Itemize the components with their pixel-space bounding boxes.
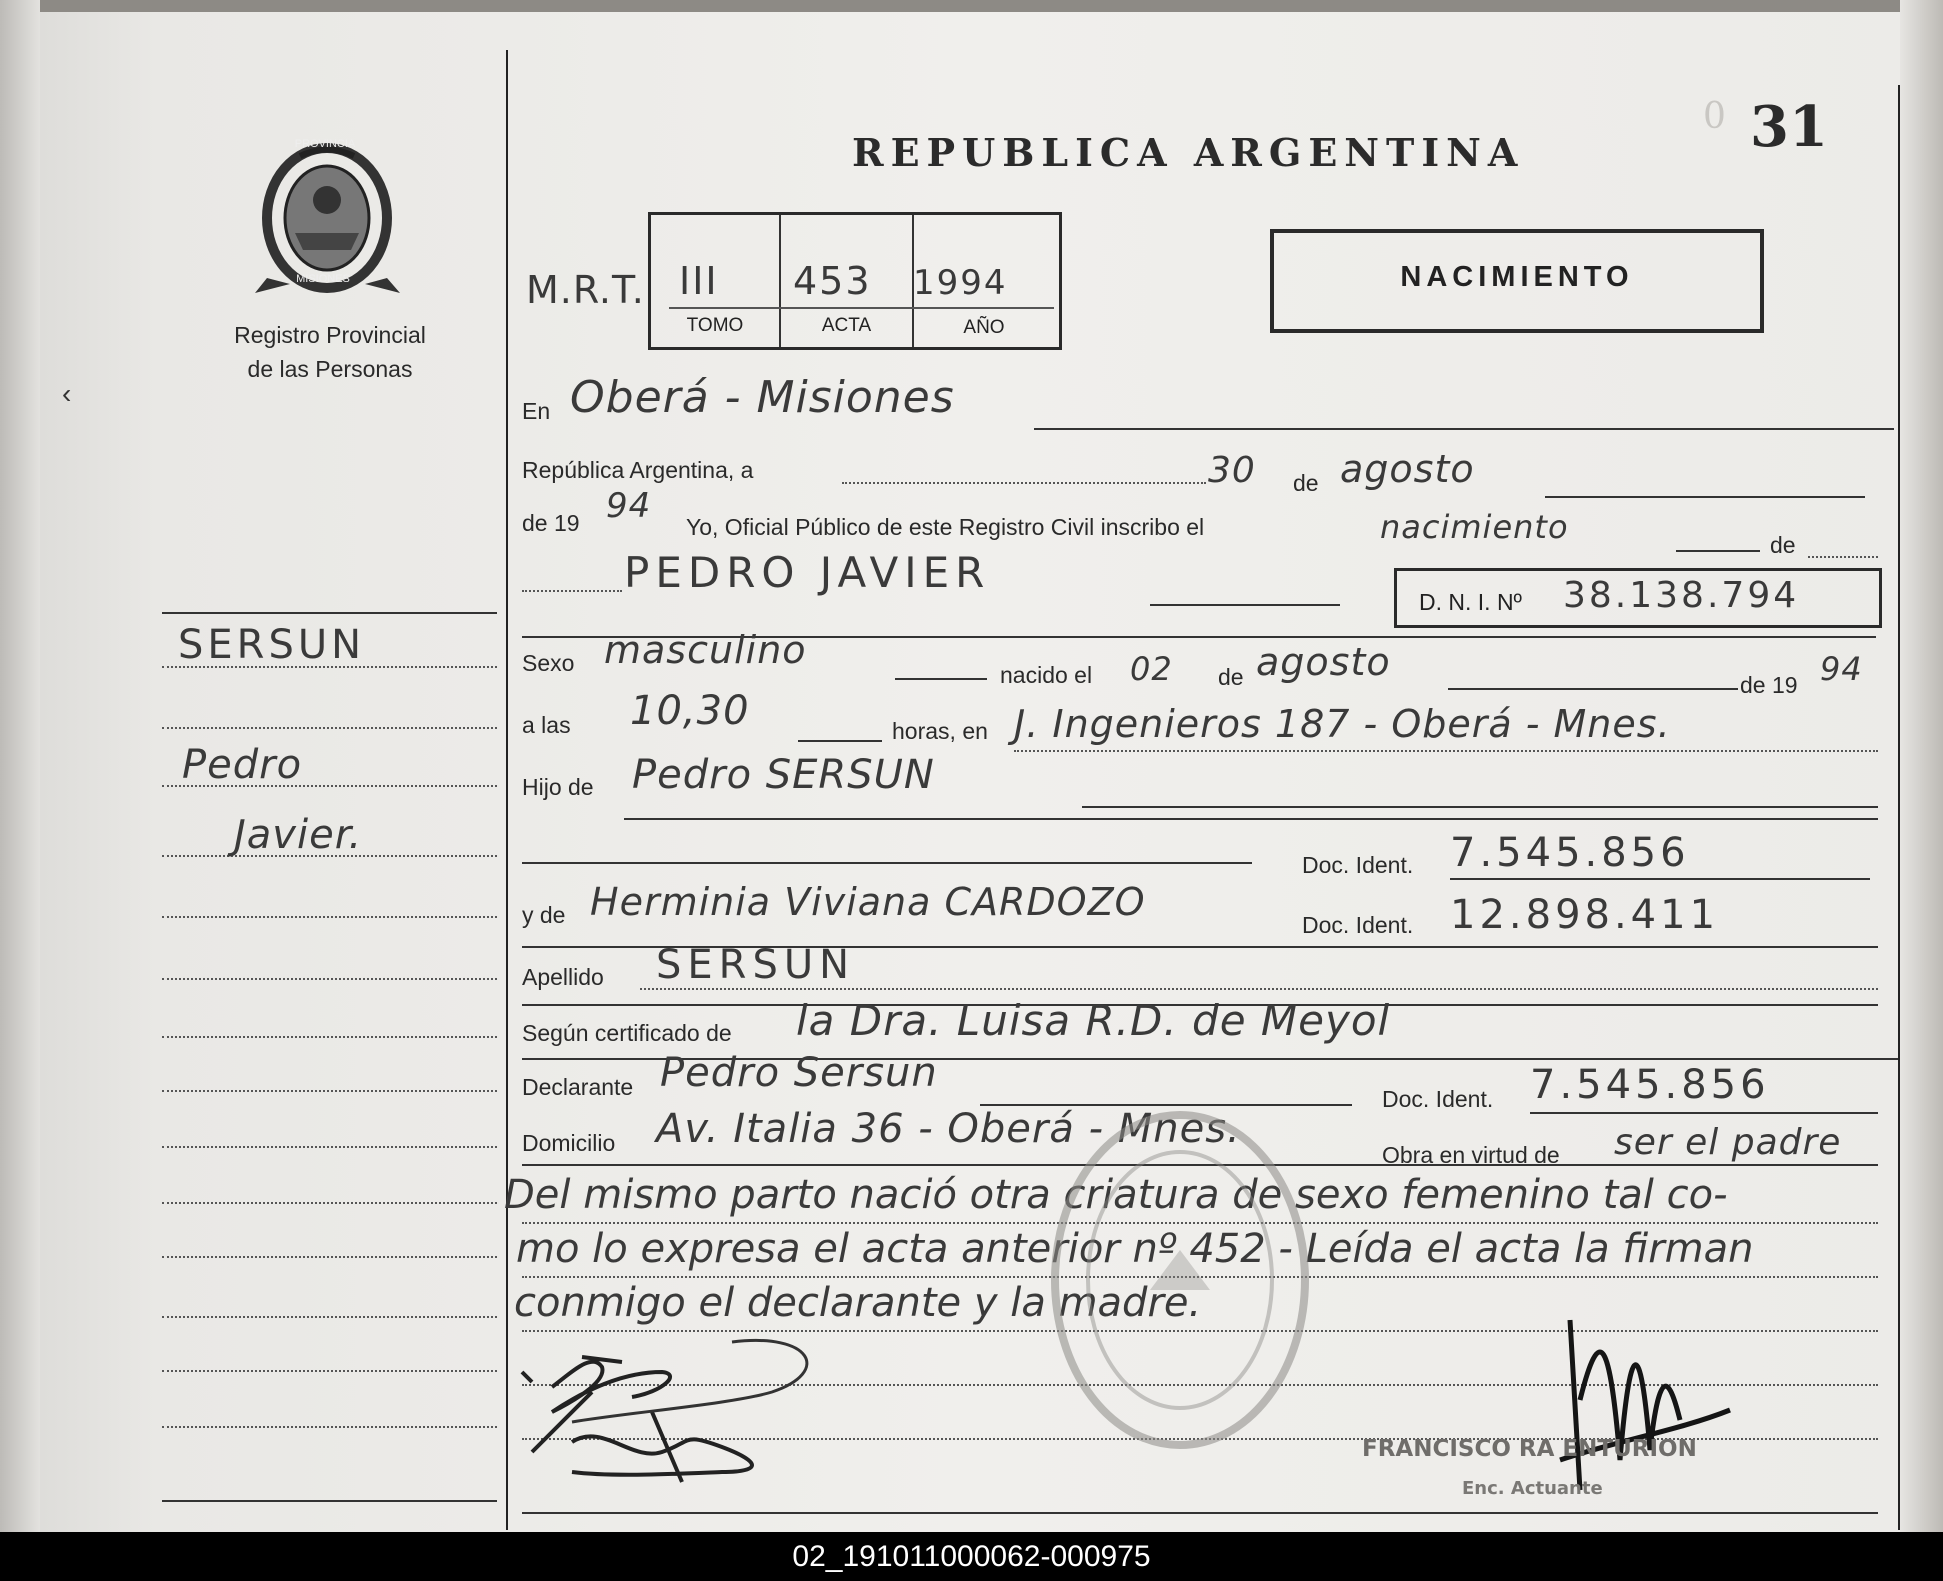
place-of-registration: Oberá - Misiones (570, 372, 955, 423)
scan-edge-top (0, 0, 1943, 12)
scan-edge-right (1900, 0, 1943, 1532)
note-line-2: mo lo expresa el acta anterior nº 452 - Leída el acta la firman (516, 1226, 1754, 1272)
certificate-issuer: la Dra. Luisa R.D. de Meyol (796, 996, 1391, 1045)
mother-doc: 12.898.411 (1450, 892, 1720, 938)
form-line (842, 482, 1206, 484)
form-line (522, 862, 1252, 864)
segun-label: Según certificado de (522, 1020, 732, 1046)
margin-surname: SERSUN (178, 622, 366, 668)
acta-label: ACTA (821, 315, 872, 336)
dni-label: D. N. I. Nº (1419, 589, 1522, 615)
de-end-label: de (1770, 532, 1796, 558)
form-line (1082, 806, 1878, 808)
de19-label-2: de 19 (1740, 672, 1798, 698)
ano-value: 1994 (913, 263, 1008, 303)
sex-value: masculino (604, 628, 807, 672)
form-line (522, 590, 622, 592)
form-line (798, 740, 882, 742)
dni-value: 38.138.794 (1563, 575, 1800, 616)
seal-bottom-text: MISIONES (296, 273, 350, 285)
act-type-box (1270, 229, 1764, 333)
domicilio-label: Domicilio (522, 1130, 616, 1156)
registration-month: agosto (1340, 447, 1475, 491)
act-type: NACIMIENTO (1400, 261, 1634, 293)
frame-divider (506, 50, 508, 1530)
form-line (1150, 604, 1340, 606)
horas-label: horas, en (892, 718, 988, 744)
tomo-value: III (679, 259, 719, 303)
alas-label: a las (522, 712, 571, 738)
republica-label: República Argentina, a (522, 457, 754, 483)
mrt-label: M.R.T. (526, 268, 645, 312)
child-name: PEDRO JAVIER (624, 548, 991, 597)
form-line (1545, 496, 1865, 498)
form-line (1448, 688, 1738, 690)
registration-year: 94 (606, 486, 652, 526)
doc-label-father: Doc. Ident. (1302, 852, 1414, 878)
image-caption: 02_191011000062-000975 (0, 1532, 1943, 1581)
apellido-label: Apellido (522, 964, 604, 990)
registry-name-line2: de las Personas (247, 356, 413, 382)
form-line (1014, 750, 1878, 752)
yde-label: y de (522, 902, 566, 928)
father-doc: 7.545.856 (1450, 830, 1690, 876)
margin-line (162, 1370, 497, 1372)
stray-mark: ‹ (62, 378, 72, 409)
form-line (1450, 878, 1870, 880)
tomo-label: TOMO (686, 315, 744, 336)
form-line (1530, 1112, 1878, 1114)
note-line-1: Del mismo parto nació otra criatura de sexo femenino tal co- (504, 1172, 1728, 1218)
nacido-label: nacido el (1000, 662, 1093, 688)
margin-line (162, 1256, 497, 1258)
margin-line (162, 1036, 497, 1038)
note-line (522, 1512, 1878, 1514)
official-title: Enc. Actuante (1462, 1478, 1603, 1499)
de-label-2: de (1218, 664, 1244, 690)
declarante-label: Declarante (522, 1074, 634, 1100)
margin-name-2: Javier. (234, 812, 363, 858)
en-label: En (522, 398, 551, 424)
birth-year: 94 (1820, 650, 1863, 688)
yo-statement: Yo, Oficial Público de este Registro Civil inscribo el (686, 514, 1205, 540)
registry-stamp-icon (1040, 1100, 1320, 1460)
margin-name-1: Pedro (182, 742, 303, 788)
margin-line (162, 1090, 497, 1092)
form-line (1808, 556, 1878, 558)
scan-shadow-left (0, 0, 40, 1532)
declarant-name: Pedro Sersun (660, 1050, 938, 1096)
seal-top-text: PROVINCIA (294, 138, 356, 150)
mother-name: Herminia Viviana CARDOZO (590, 880, 1146, 924)
margin-rule (162, 612, 497, 614)
form-line (1676, 550, 1760, 552)
form-line (624, 818, 1878, 820)
margin-line (162, 1146, 497, 1148)
sexo-label: Sexo (522, 650, 575, 676)
birth-hour: 10,30 (630, 688, 750, 734)
doc-label-mother: Doc. Ident. (1302, 912, 1414, 938)
registration-day: 30 (1208, 450, 1256, 491)
declarant-doc: 7.545.856 (1530, 1062, 1770, 1108)
margin-line (162, 727, 497, 729)
obra-label: Obra en virtud de (1382, 1142, 1560, 1168)
apellido-value: SERSUN (656, 942, 856, 988)
mrt-box (648, 212, 1062, 350)
form-line (1034, 428, 1894, 430)
mrt-underline (669, 307, 1054, 309)
form-line (895, 678, 987, 680)
obra-value: ser el padre (1614, 1122, 1842, 1163)
frame-right (1898, 85, 1900, 1530)
de-label: de (1293, 470, 1319, 496)
ano-label: AÑO (963, 317, 1005, 338)
country-title: REPUBLICA ARGENTINA (852, 130, 1525, 175)
de19-label: de 19 (522, 510, 580, 536)
page-number: 31 (1750, 94, 1828, 160)
form-line (640, 988, 1878, 990)
official-name: FRANCISCO RA ENTURION (1362, 1436, 1697, 1462)
dni-box (1394, 568, 1882, 628)
note-line-3: conmigo el declarante y la madre. (514, 1280, 1202, 1326)
father-name: Pedro SERSUN (632, 752, 935, 798)
declarant-signature-icon (512, 1312, 842, 1512)
doc-label-declarant: Doc. Ident. (1382, 1086, 1494, 1112)
margin-line (162, 978, 497, 980)
birth-day: 02 (1130, 650, 1173, 688)
faint-mark: 0 (1703, 96, 1726, 137)
margin-line (162, 1316, 497, 1318)
birth-month: agosto (1256, 640, 1391, 684)
birth-place: J. Ingenieros 187 - Oberá - Mnes. (1014, 702, 1671, 746)
acta-value: 453 (793, 259, 872, 303)
registry-name-line1: Registro Provincial (234, 322, 426, 348)
margin-rule (162, 1500, 497, 1502)
margin-line (162, 1426, 497, 1428)
declarant-address: Av. Italia 36 - Oberá - Mnes. (656, 1106, 1241, 1152)
margin-line (162, 916, 497, 918)
margin-line (162, 1202, 497, 1204)
hijo-label: Hijo de (522, 774, 594, 800)
inscription-type: nacimiento (1380, 508, 1569, 546)
